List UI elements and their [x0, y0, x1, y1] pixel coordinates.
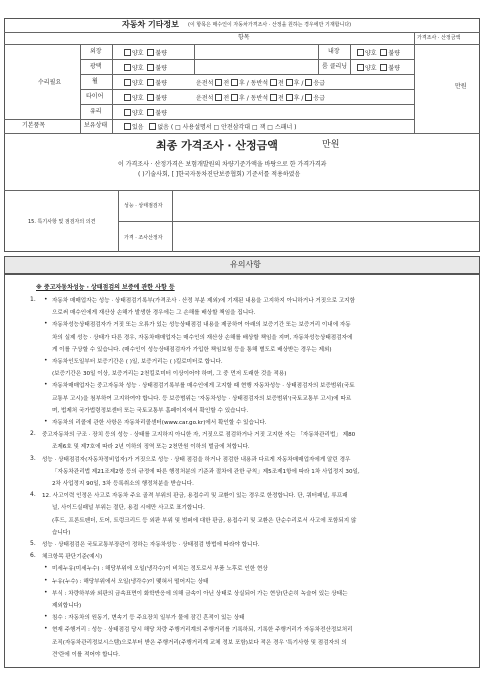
special-notes-label: 15. 특기사항 및 점검자의 의견 — [28, 219, 96, 225]
bullet-icon: • — [44, 588, 48, 596]
notice-line: 제외합니다) — [52, 603, 82, 609]
notice-line: 누유(누수) : 해당부위에서 오일(냉각수)이 맺혀서 떨어지는 상태 — [52, 578, 209, 585]
checkbox-good[interactable] — [124, 64, 131, 71]
notice-item-number: 1. — [30, 296, 36, 303]
bullet-icon: • — [44, 296, 48, 303]
bullet-icon: • — [44, 576, 48, 584]
room-cleaning-checks: 양호 불량 — [357, 64, 400, 72]
checkbox-rear[interactable] — [286, 94, 293, 101]
basic-status-checks: 있음 없음 ( □ 사용설명서 □ 안전삼각대 □ 잭 □ 스패너 ) — [124, 123, 297, 131]
repair-unit: 만원 — [455, 83, 467, 90]
checkbox-good[interactable] — [124, 49, 131, 56]
checkbox-front[interactable] — [270, 79, 277, 86]
basic-items-label: 기본품목 — [22, 122, 46, 129]
bullet-icon: • — [44, 564, 48, 572]
row-label-polish: 광택 — [90, 63, 102, 70]
checkbox-good[interactable] — [124, 94, 131, 101]
info-form — [4, 18, 480, 252]
notice-line: 침수 : 자동차의 원동기, 변속기 등 주요장치 일부가 물에 잠긴 흔적이 있는 상태 — [52, 615, 245, 622]
notice-line: 자동차의 리콜에 관한 사항은 자동차리콜센터(www.car.go.kr)에서 확인할 수 있습니다. — [52, 420, 267, 426]
notice-line: 성능 · 상태점검자(자동차정비업자)가 거짓으로 성능 · 상태 점검을 하거나 점검한 내용과 다르게 자동차매매업자에게 알린 경우 — [42, 456, 351, 463]
notice-line: 조직(자동차관리정보시스템)으로부터 받은 주행거리(주행거리계 교체 정보 포함)보다 적은 경우 '특기사항 및 점검자의 의 — [52, 639, 347, 646]
bullet-icon: • — [44, 357, 48, 364]
notice-section-title: ※ 중고자동차성능 · 상태점검의 보증에 관한 사항 등 — [36, 284, 175, 291]
row-label-wheel: 휠 — [92, 78, 98, 85]
checkbox-bad[interactable] — [380, 64, 387, 71]
row-label-glass: 유리 — [90, 108, 102, 115]
final-price-title: 최종 가격조사 · 산정금액 — [156, 139, 278, 152]
notice-line: (후드, 프론트펜더, 도어, 트렁크리드 등 외판 부위 및 범퍼에 대한 판금, 용접수리 및 교환은 단순수리로서 사고에 포함되지 않 — [52, 517, 357, 524]
checkbox-good[interactable] — [124, 79, 131, 86]
checkbox-good[interactable] — [357, 64, 364, 71]
checkbox-bad[interactable] — [147, 94, 154, 101]
notice-line: 널, 사이드실패널 부위는 절단, 용접 시에만 사고로 표기합니다. — [52, 505, 205, 512]
exterior-checks: 양호 불량 — [124, 49, 167, 57]
notice-line: 게 이를 구상할 수 있습니다. (매수인이 성능상태점검자가 가입한 책임보험 등을 통해 별도로 배상받는 경우는 제외) — [52, 346, 332, 353]
checkbox-front[interactable] — [215, 79, 222, 86]
checkbox-bad[interactable] — [380, 49, 387, 56]
notice-line: 성능 · 상태점검은 국토교통부장관이 정하는 자동차성능 · 상태점검 방법에 따라야 합니다. — [42, 542, 260, 548]
notice-line: 미세누유(미세누수) : 해당부위에 오일(냉각수)이 비치는 정도로서 부품 노후로 인한 현상 — [52, 566, 268, 573]
checkbox-rear[interactable] — [286, 79, 293, 86]
checkbox-good[interactable] — [124, 109, 131, 116]
row-label-tire: 타이어 — [86, 93, 104, 100]
checkbox-bad[interactable] — [147, 109, 154, 116]
checkbox-bad[interactable] — [147, 64, 154, 71]
notice-line: 며, 법제처 국가법령정보센터 또는 국토교통부 홈페이지에서 확인할 수 있습니다. — [52, 407, 249, 414]
notice-line: 으로써 매수인에게 재산상 손해가 발생한 경우에는 그 손해를 배상할 책임을 집니다. — [52, 310, 256, 317]
final-price-unit: 만원 — [322, 140, 340, 150]
checkbox-bad[interactable] — [147, 49, 154, 56]
checkbox-bad[interactable] — [147, 79, 154, 86]
notice-item-number: 6. — [30, 552, 36, 560]
wheel-checks: 양호 불량 — [124, 79, 167, 87]
checkbox-emergency[interactable] — [305, 94, 312, 101]
notice-item-number: 2. — [30, 430, 36, 438]
form-title: 자동차 기타정보 — [122, 20, 179, 29]
polish-checks: 양호 불량 — [124, 64, 167, 72]
header-item: 항목 — [238, 34, 250, 41]
checkbox-front[interactable] — [215, 94, 222, 101]
notice-line: 교통부 고시)을 첨부하여 고지하여야 합니다. 등 보증범위는 '자동차성능 · 상태점검자의 보증범위'(국토교통부 고시)에 따르 — [52, 395, 352, 402]
interior-checks: 양호 불량 — [357, 49, 400, 57]
final-price-desc-2: ( )기술사회, [ ]한국자동차진단보증협회) 기준서를 적용하였음 — [138, 171, 301, 178]
notice-line: 습니다) — [52, 529, 71, 536]
notice-line: 2차 사업정지 90일, 3차 등록취소의 행정처분을 받습니다. — [52, 481, 194, 487]
bullet-icon: • — [44, 381, 48, 389]
bullet-icon: • — [44, 625, 48, 633]
notice-line: 12. 사고이력 인정은 사고로 자동차 주요 골격 부위의 판금, 용접수리 및 교환이 있는 경우로 한정합니다. 단, 쿼터패널, 루프패 — [42, 493, 348, 500]
notice-item-number: 3. — [30, 454, 36, 462]
checkbox-rear[interactable] — [231, 94, 238, 101]
final-price-desc-1: 이 가격조사 · 산정가격은 보험개발원의 차량기준가액을 바탕으로 한 가격가격과 — [118, 161, 327, 168]
checkbox-none[interactable] — [149, 123, 156, 130]
checkbox-has[interactable] — [124, 123, 131, 130]
notice-line: 자동차 매매업자는 성능 · 상태점검기록부(가격조사 · 산정 부분 제외)에 기재된 내용을 고지하지 아니하거나 거짓으로 고지함 — [52, 298, 355, 304]
checkbox-good[interactable] — [357, 49, 364, 56]
special-row-inspector: 성능 · 상태점검자 — [124, 203, 163, 209]
basic-status-label: 보유상태 — [84, 122, 108, 129]
notice-line: (보증기간은 30일 이상, 보증거리는 2천킬로미터 이상이어야 하며, 그 중 먼저 도래한 것을 적용) — [52, 371, 287, 378]
checkbox-rear[interactable] — [231, 79, 238, 86]
notice-line: 자동차성능상태점검자가 거짓 또는 오류가 있는 성능상태점검 내용을 제공하여 아래의 보증기간 또는 보증거리 이내에 자동 — [52, 322, 351, 329]
notice-line: 체크항목 판단기준(예시) — [42, 554, 103, 561]
bullet-icon: • — [44, 613, 48, 621]
bullet-icon: • — [44, 320, 48, 328]
notice-line: 견'란에 이를 적어야 합니다. — [52, 651, 121, 658]
form-subtitle: (이 항목은 매수인이 자동차가격조사 · 산정을 원하는 경우에만 기재합니다) — [188, 22, 352, 28]
tire-position: 운전석 전 후 / 동반석 전 후 / 응급 — [196, 95, 325, 102]
row-label-room-cleaning: 룸 클리닝 — [322, 63, 348, 70]
wheel-position: 운전석 전 후 / 동반석 전 후 / 응급 — [196, 80, 325, 87]
notice-title: 유의사항 — [230, 260, 261, 269]
notice-item-number: 4. — [30, 491, 36, 499]
notice-line: 중고자동차의 구조 · 장치 등의 성능 · 상태를 고지하지 아니한 자, 거짓으로 점검하거나 거짓 고지한 자는 「자동차관리법」 제80 — [42, 432, 356, 439]
notice-item-number: 5. — [30, 540, 36, 547]
notice-line: 현재 주행거리 : 성능 · 상태점검 당시 해당 차량 주행거리계의 주행거리를 기록하되, 기록한 주행거리가 자동차전산정보처리 — [52, 627, 353, 634]
checkbox-emergency[interactable] — [305, 79, 312, 86]
checkbox-front[interactable] — [270, 94, 277, 101]
notice-line: 자동차매매업자는 중고자동차 성능 · 상태점검기록부를 매수인에게 고지할 때 현행 자동차성능 · 상태점검자의 보증범위(국토 — [52, 383, 355, 390]
notice-line: 부식 : 차량하부와 외판의 금속표면이 화학반응에 의해 금속이 아닌 상태로 상실되어 가는 현상(단순히 녹슬어 있는 상태는 — [52, 590, 348, 597]
glass-checks: 양호 불량 — [124, 109, 167, 117]
notice-line: 「자동차관리법 제21조제2항 등의 규정에 따른 행정처분의 기준과 절차에 관한 규칙」제5조제1항에 따라 1차 사업정지 30일, — [52, 468, 360, 475]
bullet-icon: • — [44, 418, 48, 425]
notice-line: 조제6호 및 제7호에 따라 2년 이하의 징역 또는 2천만원 이하의 벌금에 처합니다. — [52, 444, 250, 451]
row-label-exterior: 외장 — [90, 48, 102, 55]
notice-line: 자동차인도일부터 보증기간은 ( )일, 보증거리는 ( )킬로미터로 합니다. — [52, 359, 223, 365]
row-label-interior: 내장 — [328, 48, 340, 55]
tire-checks: 양호 불량 — [124, 94, 167, 102]
header-price: 가격조사 · 산정금액 — [417, 35, 461, 41]
repair-group-label: 수리필요 — [38, 79, 62, 86]
notice-line: 차의 실제 성능 · 상태가 다른 경우, 자동차매매업자는 매수인의 재산상 손해를 배상할 책임을 지며, 자동차성능상태점검자에 — [52, 334, 353, 341]
special-row-appraiser: 가격 · 조사산정자 — [124, 235, 163, 241]
